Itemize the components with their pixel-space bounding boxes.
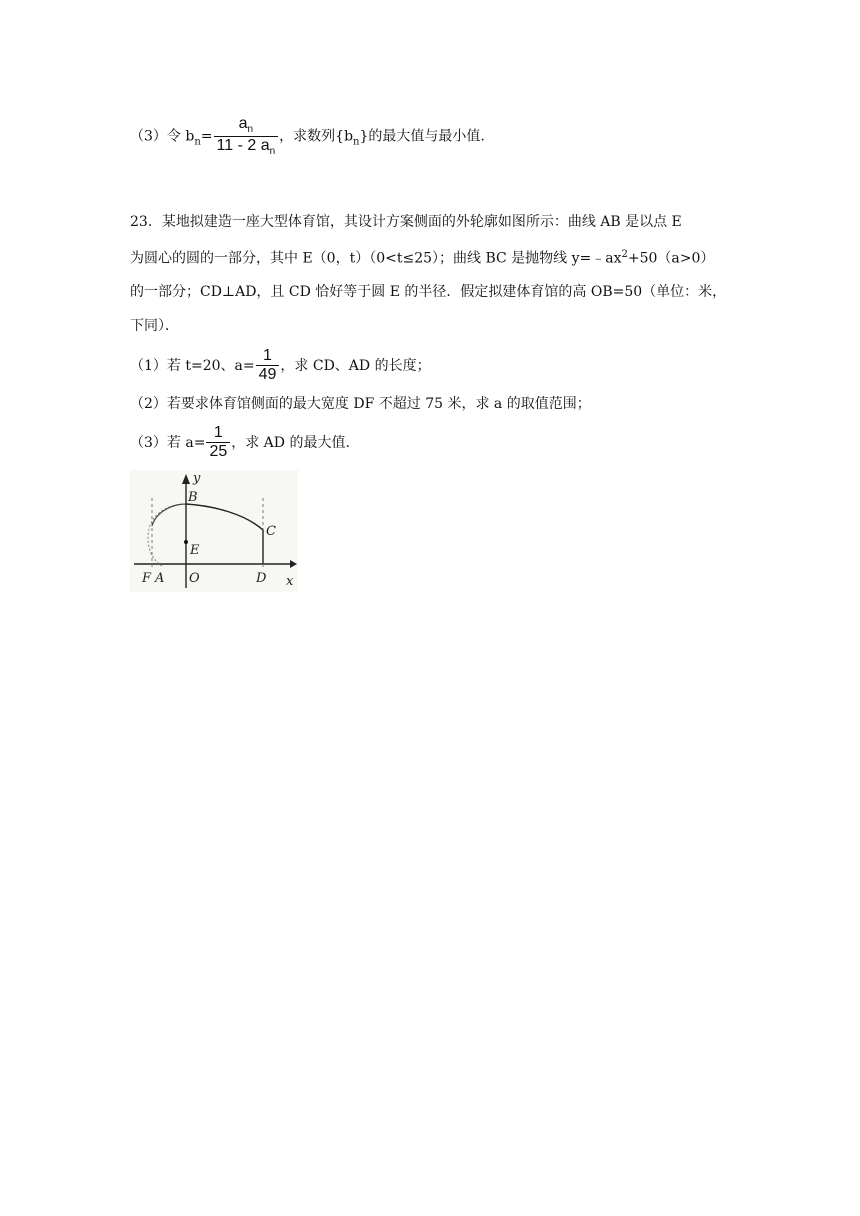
stadium-figure xyxy=(130,470,298,592)
q23-part3-line xyxy=(130,425,350,461)
q23-part1-line xyxy=(130,348,431,384)
label-c: C xyxy=(266,524,276,539)
q23-line-4: 下同）． xyxy=(130,318,179,334)
q22-suffix-1: ，求数列{b xyxy=(279,128,354,145)
q22-suffix-subscript: n xyxy=(353,136,360,148)
q23-part2-line: （2）若要求体育馆侧面的最大宽度 DF 不超过 75 米，求 a 的取值范围； xyxy=(130,396,591,412)
q22-part3-line xyxy=(130,116,485,157)
arc-ab xyxy=(148,504,186,566)
q23-line-3: 的一部分；CD⊥AD，且 CD 恰好等于圆 E 的半径．假定拟建体育馆的高 OB=50（单位：米， xyxy=(130,284,727,300)
point-e xyxy=(184,540,188,544)
parabola-bc xyxy=(186,504,263,530)
q23-part1-fraction xyxy=(256,348,280,384)
y-axis-arrow xyxy=(182,474,190,484)
label-f: F xyxy=(142,571,152,586)
q23-line-2-text: 为圆心的圆的一部分，其中 E（0，t）（0<t≤25）；曲线 BC 是抛物线 y=﹣ax xyxy=(130,250,622,267)
q23-part3-fraction xyxy=(206,425,230,461)
q22-b-subscript: n xyxy=(194,136,201,148)
q23-part3-denominator: 25 xyxy=(209,442,228,460)
q23-part1-denominator: 49 xyxy=(258,365,277,383)
arc-ab-upper xyxy=(152,504,186,526)
q22-part3-prefix: （3）令 b xyxy=(130,128,195,145)
q22-equals: = xyxy=(200,128,213,145)
q23-part3-prefix: （3）若 a= xyxy=(130,435,206,452)
label-d: D xyxy=(256,571,267,586)
q23-part3-numerator: 1 xyxy=(206,425,230,443)
q22-fraction-denominator: 11 - 2 $a_n$ xyxy=(216,136,276,157)
q23-part1-suffix: ，求 CD、AD 的长度； xyxy=(280,358,431,375)
x-axis-arrow xyxy=(290,560,297,568)
q22-fraction xyxy=(214,116,279,157)
q23-line-2-sup: 2 xyxy=(621,249,628,260)
q23-line-1: 23．某地拟建造一座大型体育馆，其设计方案侧面的外轮廓如图所示：曲线 AB 是以点 E xyxy=(130,214,682,230)
q23-part3-suffix: ，求 AD 的最大值. xyxy=(231,435,350,452)
label-a: A xyxy=(155,571,165,586)
label-y: y xyxy=(193,471,201,486)
label-o: O xyxy=(189,571,200,586)
q23-part1-numerator: 1 xyxy=(256,348,280,366)
label-b: B xyxy=(188,490,198,505)
q23-line-2 xyxy=(130,249,714,267)
q23-line-2-end: +50（a>0） xyxy=(627,250,715,267)
label-e: E xyxy=(190,543,200,558)
stadium-diagram xyxy=(130,470,298,592)
label-x: x xyxy=(286,574,294,589)
q22-fraction-numerator: $a_n$ xyxy=(214,116,279,137)
q23-part1-prefix: （1）若 t=20、a= xyxy=(130,358,255,375)
q22-suffix-2: }的最大值与最小值. xyxy=(359,128,485,145)
